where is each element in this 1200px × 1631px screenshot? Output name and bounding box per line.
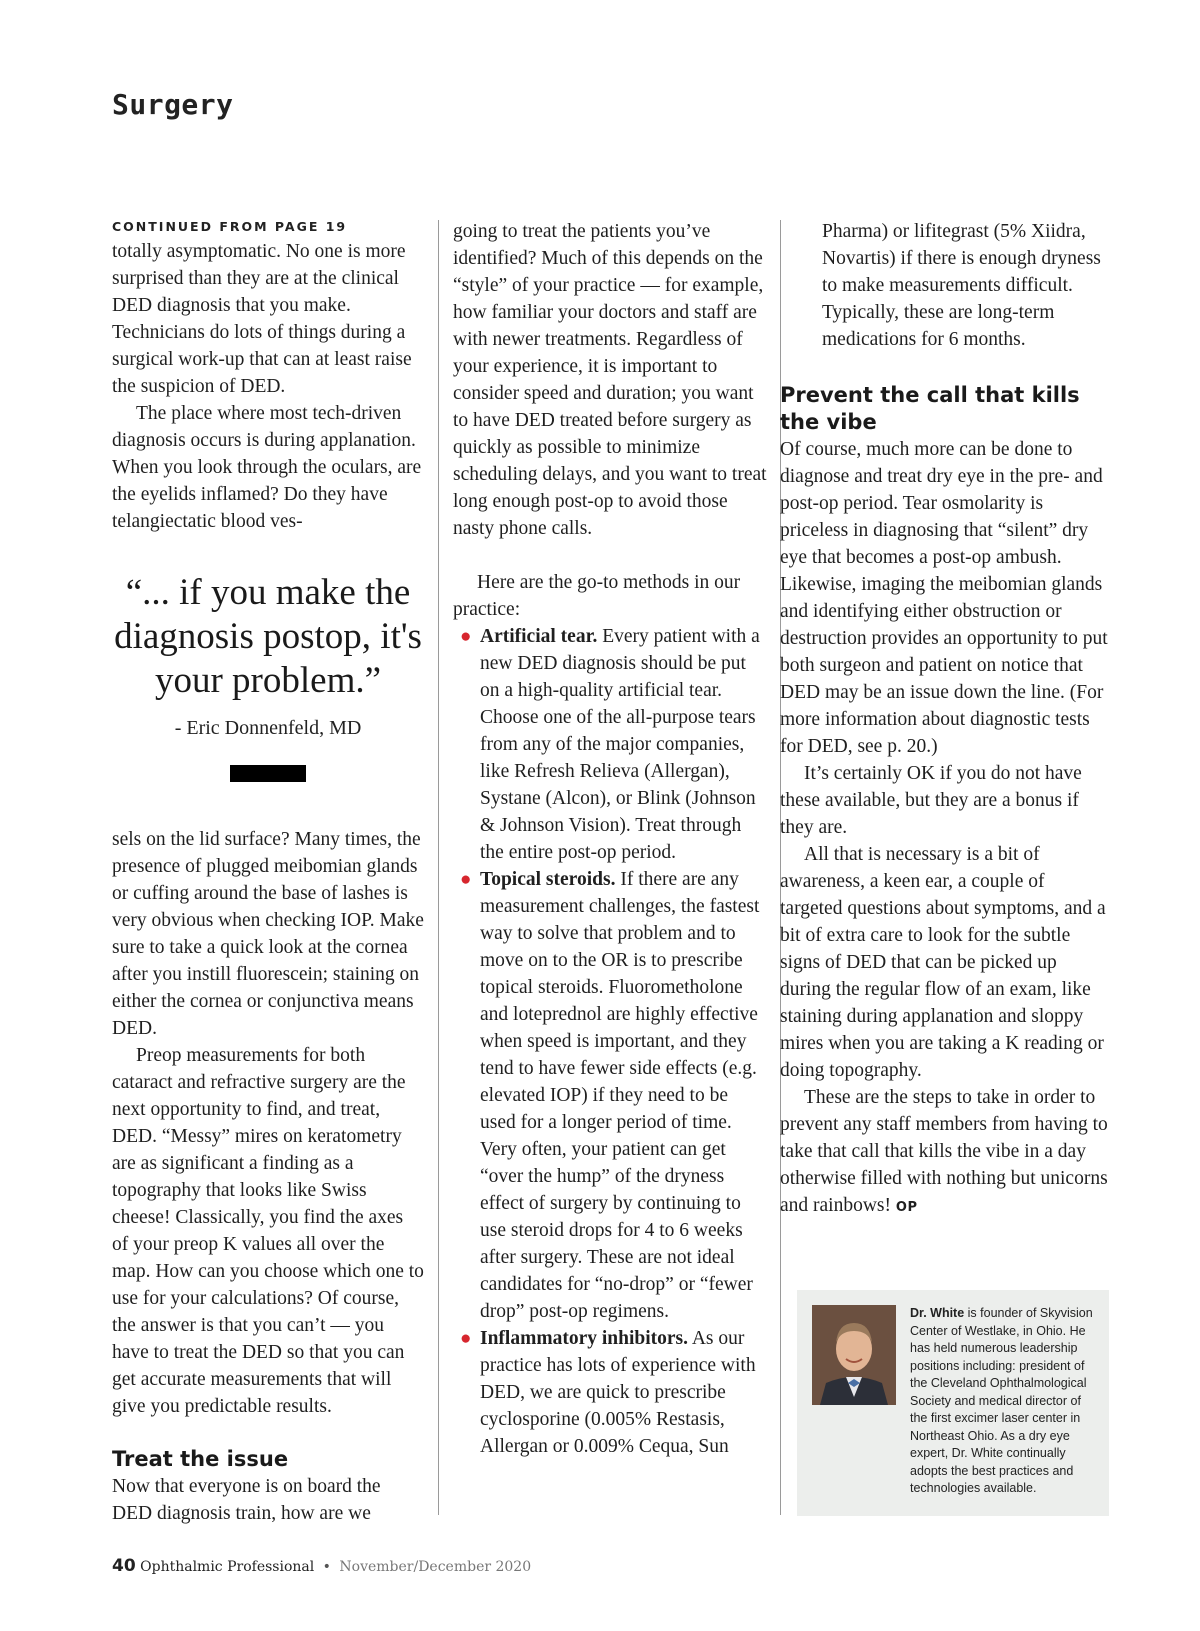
- bullet-icon: ●: [460, 1328, 472, 1349]
- methods-list: [453, 623, 768, 1460]
- paragraph: Preop measurements for both cataract and refractive surgery are the next opportunity to find, and treat, DED. “Messy” mires on keratometry are as significant a finding as a topography that looks like Swiss cheese! Classically, you find the axes of your preop K values all over the map. How can you choose which one to use for your calculations? Of course, the answer is that you can’t — you have to treat the DED so that you can get accurate measurements that will give you predictable results.: [112, 1045, 424, 1417]
- list-item: [453, 1325, 768, 1460]
- paragraph: going to treat the patients you’ve identified? Much of this depends on the “style” of your practice — for example, how familiar your doctors and staff are with newer treatments. Regardless of your experience, it is important to consider speed and duration; you want to have DED treated before surgery as quickly as possible to minimize scheduling delays, and you want to treat long enough post-op to avoid those nasty phone calls.: [453, 221, 767, 539]
- spacer: [453, 542, 768, 569]
- column-divider: [438, 220, 439, 1515]
- list-item-text: As our practice has lots of experience with DED, we are quick to prescribe cyclosporine (0.005% Restasis, Allergan or 0.009% Cequa, Sun: [480, 1328, 756, 1457]
- list-item-term: Artificial tear.: [480, 626, 598, 647]
- column-3-lower: [780, 364, 1108, 1221]
- column-1: [112, 218, 424, 1527]
- author-bio-text: [910, 1305, 1100, 1498]
- author-description: is founder of Skyvision Center of Westlake, in Ohio. He has held numerous leadership positions including: president of the Cleveland Ophthalmological Society and medical director of the first excimer laser center in Northeast Ohio. As a dry eye expert, Dr. White continually adopts the best practices and technologies available.: [910, 1306, 1093, 1495]
- paragraph: Here are the go-to methods in our practice:: [453, 572, 741, 620]
- list-item-text: If there are any measurement challenges, the fastest way to solve that problem and to move on to the OR is to prescribe topical steroids. Fluorometholone and loteprednol are highly effective when speed is important, and they tend to have fewer side effects (e.g. elevated IOP) if they need to be used for a longer period of time. Very often, your patient can get “over the hump” of the dryness effect of surgery by continuing to use steroid drops for 4 to 6 weeks after surgery. These are not ideal candidates for “no-drop” or “fewer drop” post-op regimens.: [480, 869, 760, 1322]
- publication-name: Ophthalmic Professional: [140, 1559, 315, 1575]
- pull-quote-bar: [230, 765, 306, 782]
- footer-separator: •: [322, 1559, 331, 1575]
- author-bio-box: [797, 1290, 1109, 1516]
- pull-quote: [112, 571, 424, 782]
- issue-date: November/December 2020: [339, 1559, 532, 1575]
- paragraph: Pharma) or lifitegrast (5% Xiidra, Novartis) if there is enough dryness to make measurements difficult. Typically, these are long-term medications for 6 months.: [822, 221, 1101, 350]
- paragraph: [780, 1084, 1108, 1221]
- section-heading: Prevent the call that kills the vibe: [780, 383, 1080, 434]
- column-3: [795, 218, 1107, 353]
- bullet-icon: ●: [460, 626, 472, 647]
- continued-kicker: CONTINUED FROM PAGE 19: [112, 219, 348, 234]
- section-label: Surgery: [112, 88, 234, 121]
- author-name: Dr. White: [910, 1306, 965, 1320]
- pull-quote-text: “... if you make the diagnosis postop, it's your problem.”: [114, 572, 422, 701]
- pull-quote-attribution: - Eric Donnenfeld, MD: [174, 717, 362, 739]
- list-item: [453, 623, 768, 866]
- paragraph: sels on the lid surface? Many times, the presence of plugged meibomian glands or cuffing around the base of lashes is very obvious when checking IOP. Make sure to take a quick look at the cornea after you instill fluorescein; staining on either the cornea or conjunctiva means DED.: [112, 829, 424, 1039]
- column-2: [453, 218, 768, 1460]
- closing-text: These are the steps to take in order to prevent any staff members from having to take that call that kills the vibe in a day otherwise filled with nothing but unicorns and rainbows!: [780, 1087, 1108, 1216]
- paragraph: Of course, much more can be done to diagnose and treat dry eye in the pre- and post-op period. Tear osmolarity is priceless in diagnosing that “silent” dry eye that becomes a post-op ambush. Likewise, imaging the meibomian glands and identifying either obstruction or destruction provides an opportunity to put both surgeon and patient on notice that DED may be an issue down the line. (For more information about diagnostic tests for DED, see p. 20.): [780, 439, 1108, 757]
- list-item-term: Inflammatory inhibitors.: [480, 1328, 689, 1349]
- paragraph: totally asymptomatic. No one is more surprised than they are at the clinical DED diagnosis that you make. Technicians do lots of things during a surgical work-up that can at least raise the suspicion of DED.: [112, 241, 412, 397]
- end-mark: OP: [895, 1200, 918, 1215]
- author-photo: [812, 1305, 896, 1405]
- paragraph: All that is necessary is a bit of awareness, a keen ear, a couple of targeted questions about symptoms, and a bit of extra care to look for the subtle signs of DED that can be picked up during the regular flow of an exam, like staining during applanation and sloppy mires when you are taking a K reading or doing topography.: [780, 844, 1106, 1081]
- page-number: 40: [112, 1556, 136, 1576]
- paragraph: The place where most tech-driven diagnosis occurs is during applanation. When you look through the oculars, are the eyelids inflamed? Do they have telangiectatic blood ves-: [112, 403, 422, 532]
- bullet-icon: ●: [460, 869, 472, 890]
- paragraph: It’s certainly OK if you do not have these available, but they are a bonus if they are.: [780, 763, 1082, 838]
- list-item-term: Topical steroids.: [480, 869, 616, 890]
- page-footer: [112, 1556, 531, 1576]
- list-item: [453, 866, 768, 1325]
- paragraph: Now that everyone is on board the DED diagnosis train, how are we: [112, 1476, 381, 1524]
- section-heading: Treat the issue: [112, 1447, 289, 1471]
- author-portrait-icon: [812, 1305, 896, 1405]
- list-item-text: Every patient with a new DED diagnosis should be put on a high-quality artificial tear. Choose one of the all-purpose tears from any of the major companies, like Refresh Relieva (Allergan), Systane (Alcon), or Blink (Johnson & Johnson Vision). Treat through the entire post-op period.: [480, 626, 760, 863]
